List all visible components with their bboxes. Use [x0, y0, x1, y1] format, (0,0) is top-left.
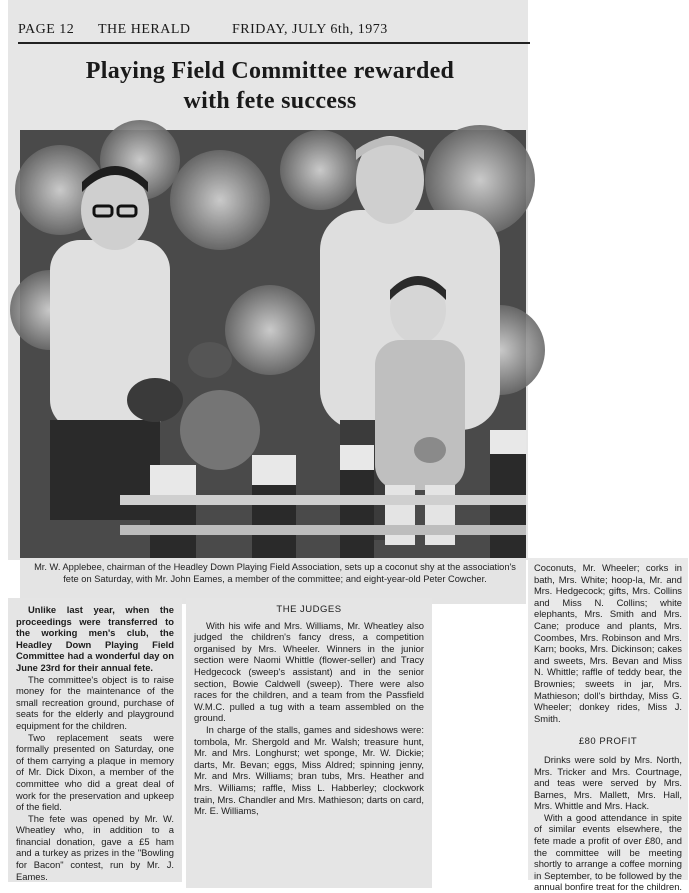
paragraph: Drinks were sold by Mrs. North, Mrs. Tricker and Mrs. Courtnage, and teas were served by Mrs. Barnes, Mrs. Mallett, Mrs. Hall, Mrs. Whittle and Mrs. Hack. [534, 753, 682, 812]
paragraph: Coconuts, Mr. Wheeler; corks in bath, Mrs. White; hoop-la, Mr. and Mrs. Hedgecock; gifts, Mrs. Collins and Miss N. Collins; white elephants, Mrs. Smith and Mrs. Cane; produce and plants, Mrs. Coombes, Mrs. Robinson and Mrs. Karn; books, Mrs. Dickinson; cakes and sweets, Mrs. Bevan and Miss N. Whittle; raffle of teddy bear, the Brownies; sweets in jar, Mrs. Mathieson; doll's birthday, Miss G. Wheeler; donkey rides, Miss J. Smith. [534, 562, 682, 724]
article-column-1 [8, 598, 182, 882]
paragraph: With a good attendance in spite of similar events elsewhere, the fete made a profit of over £80, and the committee will be meeting shortly to arrange a coffee morning in September, to be followed by the annual bonfire treat for the children. [534, 811, 683, 893]
article-lead: Unlike last year, when the proceedings were transferred to the working men's club, the Headley Down Playing Field Committee had a wonderful day on June 23rd for their annual fete. [16, 604, 174, 673]
newspaper-name: THE HERALD [98, 22, 191, 37]
paragraph: With his wife and Mrs. Williams, Mr. Wheatley also judged the children's fancy dress, a competition organised by Mrs. Wheeler. Winners in the junior section were Naomi Whittle (flower-seller) and Tracy Hedgecock (sweep's assistant) and in the senior section, Bowie Caldwell (sweep). There were also races for the children, and a team from the Passfield W.M.C. pulled a tug with a team assembled on the ground. [194, 619, 424, 724]
paragraph: The committee's object is to raise money for the maintenance of the small recreation ground, purchase of seats for the elderly and playground equipment for the children. [16, 673, 174, 731]
headline-line-2: with fete success [183, 88, 357, 114]
subheading-judges: THE JUDGES [276, 604, 342, 615]
subheading-profit: £80 PROFIT [578, 736, 638, 748]
headline-line-1: Playing Field Committee rewarded [85, 58, 455, 84]
photo-illustration [20, 130, 526, 558]
page-number: PAGE 12 [18, 22, 75, 37]
publication-date: FRIDAY, JULY 6th, 1973 [232, 22, 388, 37]
photo-caption: Mr. W. Applebee, chairman of the Headley Down Playing Field Association, sets up a coconut shy at the association's fete on Saturday, with Mr. John Eames, a member of the committee; and eight-year-old Peter Cowcher. [34, 562, 516, 584]
headline [40, 56, 500, 116]
paragraph: The fete was opened by Mr. W. Wheatley who, in addition to a financial donation, gave a £5 ham and a turkey as prizes in the "Bowling for Bacon" contest, run by Mr. J. Eames. [16, 812, 174, 882]
news-photo [20, 130, 526, 558]
masthead [18, 16, 530, 44]
article-column-3 [528, 558, 688, 893]
paragraph: Two replacement seats were formally presented on Saturday, one of them carrying a plaque in memory of Mr. Dick Dixon, a member of the committee who did a great deal of work for the preservation and upkeep of the field. [16, 731, 174, 813]
article-column-2 [186, 598, 432, 888]
paragraph: In charge of the stalls, games and sideshows were: tombola, Mr. Shergold and Mr. Walsh; treasure hunt, Mr. and Mrs. Longhurst; wet sponge, Mr. W. Dickie; darts, Mr. Bevan; eggs, Miss Aldred; spinning jenny, Mr. and Mrs. Williams; bran tubs, Mrs. Heather and Mrs. Williams; raffle, Miss L. Habberley; clockwork train, Mrs. Chandler and Mrs. Mathieson; darts on card, Mr. E. Williams, [194, 723, 424, 817]
